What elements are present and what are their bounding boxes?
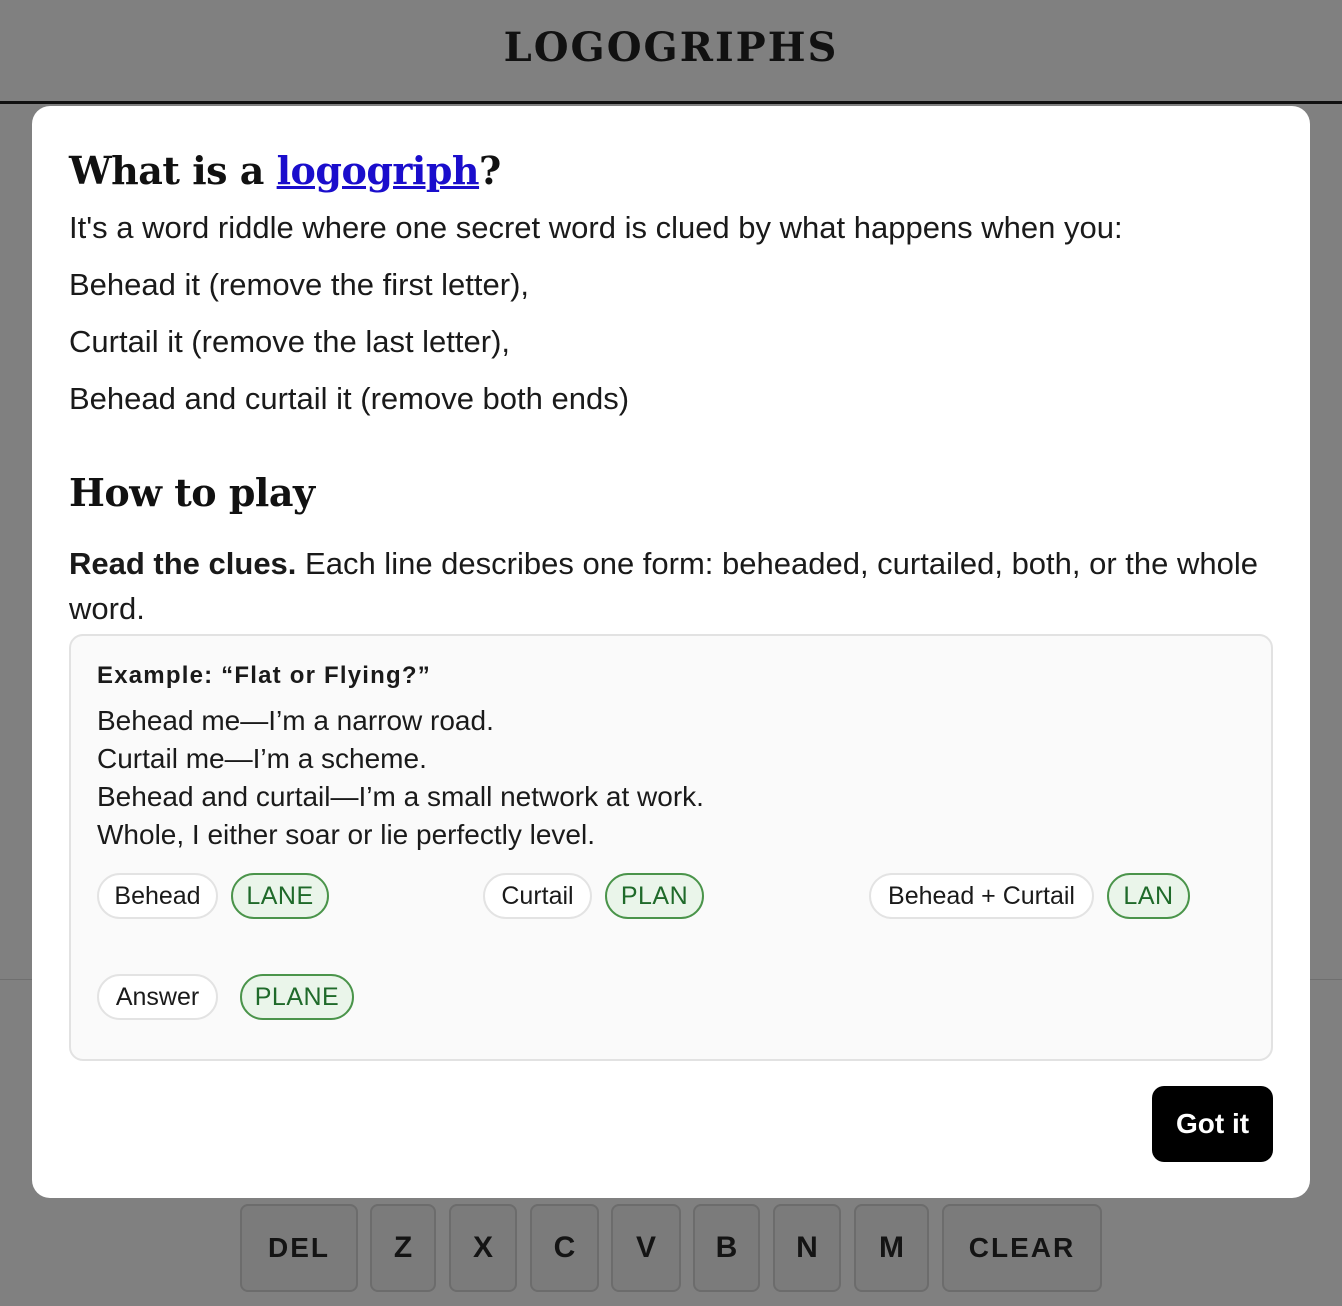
key-del[interactable]: DEL xyxy=(240,1204,358,1292)
key-m[interactable]: M xyxy=(854,1204,929,1292)
key-b[interactable]: B xyxy=(693,1204,760,1292)
example-line: Behead and curtail—I’m a small network at work. xyxy=(97,781,704,812)
howto-body: Each line describes one form: beheaded, curtailed, both, or the whole word. xyxy=(69,546,1259,626)
chip-curtail-label: Curtail xyxy=(483,873,592,919)
howto-text xyxy=(69,541,1273,631)
rule-both: Behead and curtail it (remove both ends) xyxy=(69,381,630,416)
key-c[interactable]: C xyxy=(530,1204,599,1292)
logogriph-link[interactable]: logogriph xyxy=(276,148,480,193)
howto-heading: How to play xyxy=(69,470,315,515)
chip-answer-label: Answer xyxy=(97,974,218,1020)
chip-behead-value: LANE xyxy=(231,873,329,919)
key-n[interactable]: N xyxy=(773,1204,841,1292)
app-header xyxy=(0,0,1342,104)
what-heading-prefix: What is a xyxy=(69,148,277,193)
example-title: Example: “Flat or Flying?” xyxy=(97,662,431,689)
app-title: LOGOGRIPHS xyxy=(503,24,839,71)
key-x[interactable]: X xyxy=(449,1204,517,1292)
chip-both-value: LAN xyxy=(1107,873,1190,919)
example-line: Curtail me—I’m a scheme. xyxy=(97,743,427,774)
help-modal xyxy=(32,106,1310,1198)
got-it-button[interactable]: Got it xyxy=(1152,1086,1273,1162)
example-line: Whole, I either soar or lie perfectly level. xyxy=(97,819,595,850)
chip-curtail-value: PLAN xyxy=(605,873,704,919)
chip-both-label: Behead + Curtail xyxy=(869,873,1094,919)
example-box xyxy=(69,634,1273,1061)
example-lines xyxy=(97,702,704,854)
chip-answer-value: PLANE xyxy=(240,974,354,1020)
key-v[interactable]: V xyxy=(611,1204,681,1292)
rule-curtail: Curtail it (remove the last letter), xyxy=(69,324,511,359)
howto-bold: Read the clues. xyxy=(69,546,297,581)
what-heading-suffix: ? xyxy=(479,148,501,193)
key-clear[interactable]: CLEAR xyxy=(942,1204,1102,1292)
example-line: Behead me—I’m a narrow road. xyxy=(97,705,494,736)
rule-behead: Behead it (remove the first letter), xyxy=(69,267,530,302)
chip-behead-label: Behead xyxy=(97,873,218,919)
intro-text: It's a word riddle where one secret word is clued by what happens when you: xyxy=(69,210,1123,245)
key-z[interactable]: Z xyxy=(370,1204,436,1292)
what-heading xyxy=(69,142,1273,200)
